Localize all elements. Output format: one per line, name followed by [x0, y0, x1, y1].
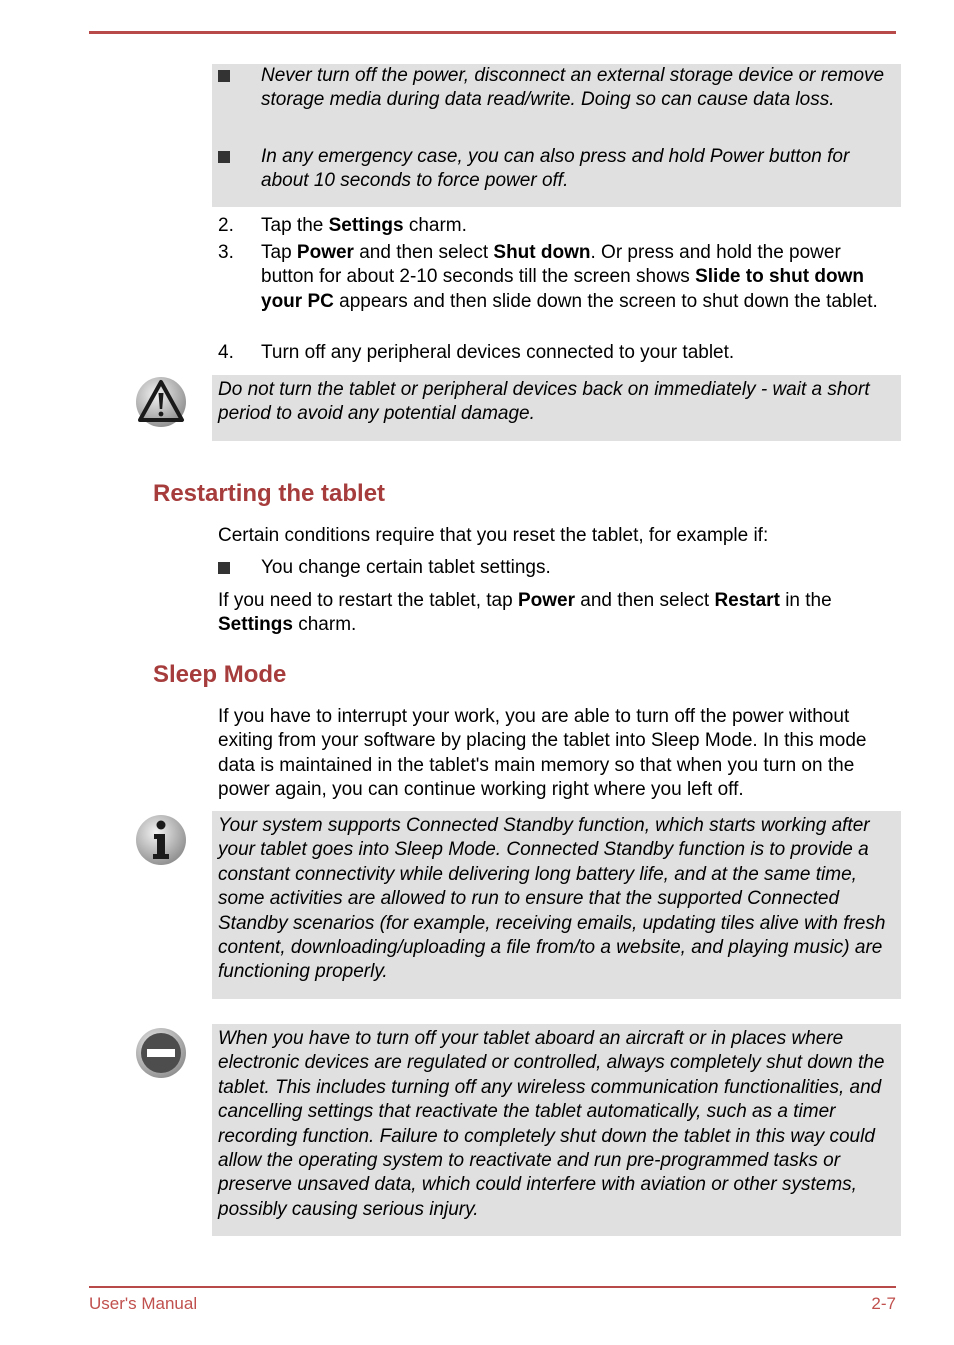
- caution-note: Do not turn the tablet or peripheral devices back on immediately - wait a short period to avoid any potential damage.: [218, 379, 870, 425]
- bullet-square-icon: [218, 562, 230, 574]
- caution-triangle-icon: [135, 376, 187, 428]
- step-number: 4.: [218, 342, 234, 363]
- bullet-square-icon: [218, 151, 230, 163]
- warning-box: [212, 64, 901, 207]
- bullet-square-icon: [218, 70, 230, 82]
- section-heading-restart: Restarting the tablet: [153, 480, 386, 507]
- info-icon: [135, 814, 187, 866]
- footer-page-number: 2-7: [871, 1294, 896, 1313]
- caution-box: [212, 375, 901, 441]
- step-text: Turn off any peripheral devices connected to your tablet.: [261, 342, 735, 363]
- step-number: 2.: [218, 215, 234, 236]
- step-number: 3.: [218, 242, 234, 263]
- footer-rule: [89, 1286, 896, 1288]
- prohibition-icon: [135, 1027, 187, 1079]
- warning-bullet: Never turn off the power, disconnect an external storage device or remove storage media during data read/write. Doing so can cause data loss.: [261, 65, 885, 111]
- restart-intro: Certain conditions require that you reset the tablet, for example if:: [218, 525, 769, 546]
- step-text: Tap the Settings charm.: [261, 215, 467, 236]
- sleep-body: If you have to interrupt your work, you are able to turn off the power without exiting from your software by placing the tablet into Sleep Mode. In this mode data is maintained in the tablet's main memory so that when you turn on the power again, you can continue working right where you left off.: [218, 706, 867, 801]
- footer-manual-title: User's Manual: [89, 1294, 198, 1313]
- restart-bullet: You change certain tablet settings.: [261, 557, 551, 578]
- info-box: [212, 811, 901, 999]
- warning-bullet: In any emergency case, you can also press and hold Power button for about 10 seconds to force power off.: [261, 146, 850, 192]
- header-rule: [89, 31, 896, 34]
- prohibition-note: When you have to turn off your tablet aboard an aircraft or in places where electronic devices are regulated or controlled, always completely shut down the tablet. This includes turning off any wireless communication functionalities, and cancelling settings that reactivate the tablet automatically, such as a timer recording function. Failure to completely shut down the tablet in this way could allow the operating system to reactivate and run pre-programmed tasks or preserve unsaved data, which could interfere with aviation or other systems, possibly causing serious injury.: [218, 1028, 885, 1220]
- step-text: Tap Power and then select Shut down. Or press and hold the power button for about 2-10 seconds till the screen shows Slide to shut down your PC appears and then slide down the screen to shut down the tablet.: [261, 242, 878, 312]
- section-heading-sleep: Sleep Mode: [153, 661, 287, 688]
- restart-body: If you need to restart the tablet, tap Power and then select Restart in the Settings charm.: [218, 590, 832, 636]
- prohibition-box: [212, 1024, 901, 1236]
- info-note: Your system supports Connected Standby function, which starts working after your tablet goes into Sleep Mode. Connected Standby function is to provide a constant connectivity while delivering long battery life, and at the same time, some activities are allowed to run to ensure that the supported Connected Standby scenarios (for example, receiving emails, updating tiles alive with fresh content, downloading/uploading a file from/to a website, and playing music) are functioning properly.: [218, 815, 886, 983]
